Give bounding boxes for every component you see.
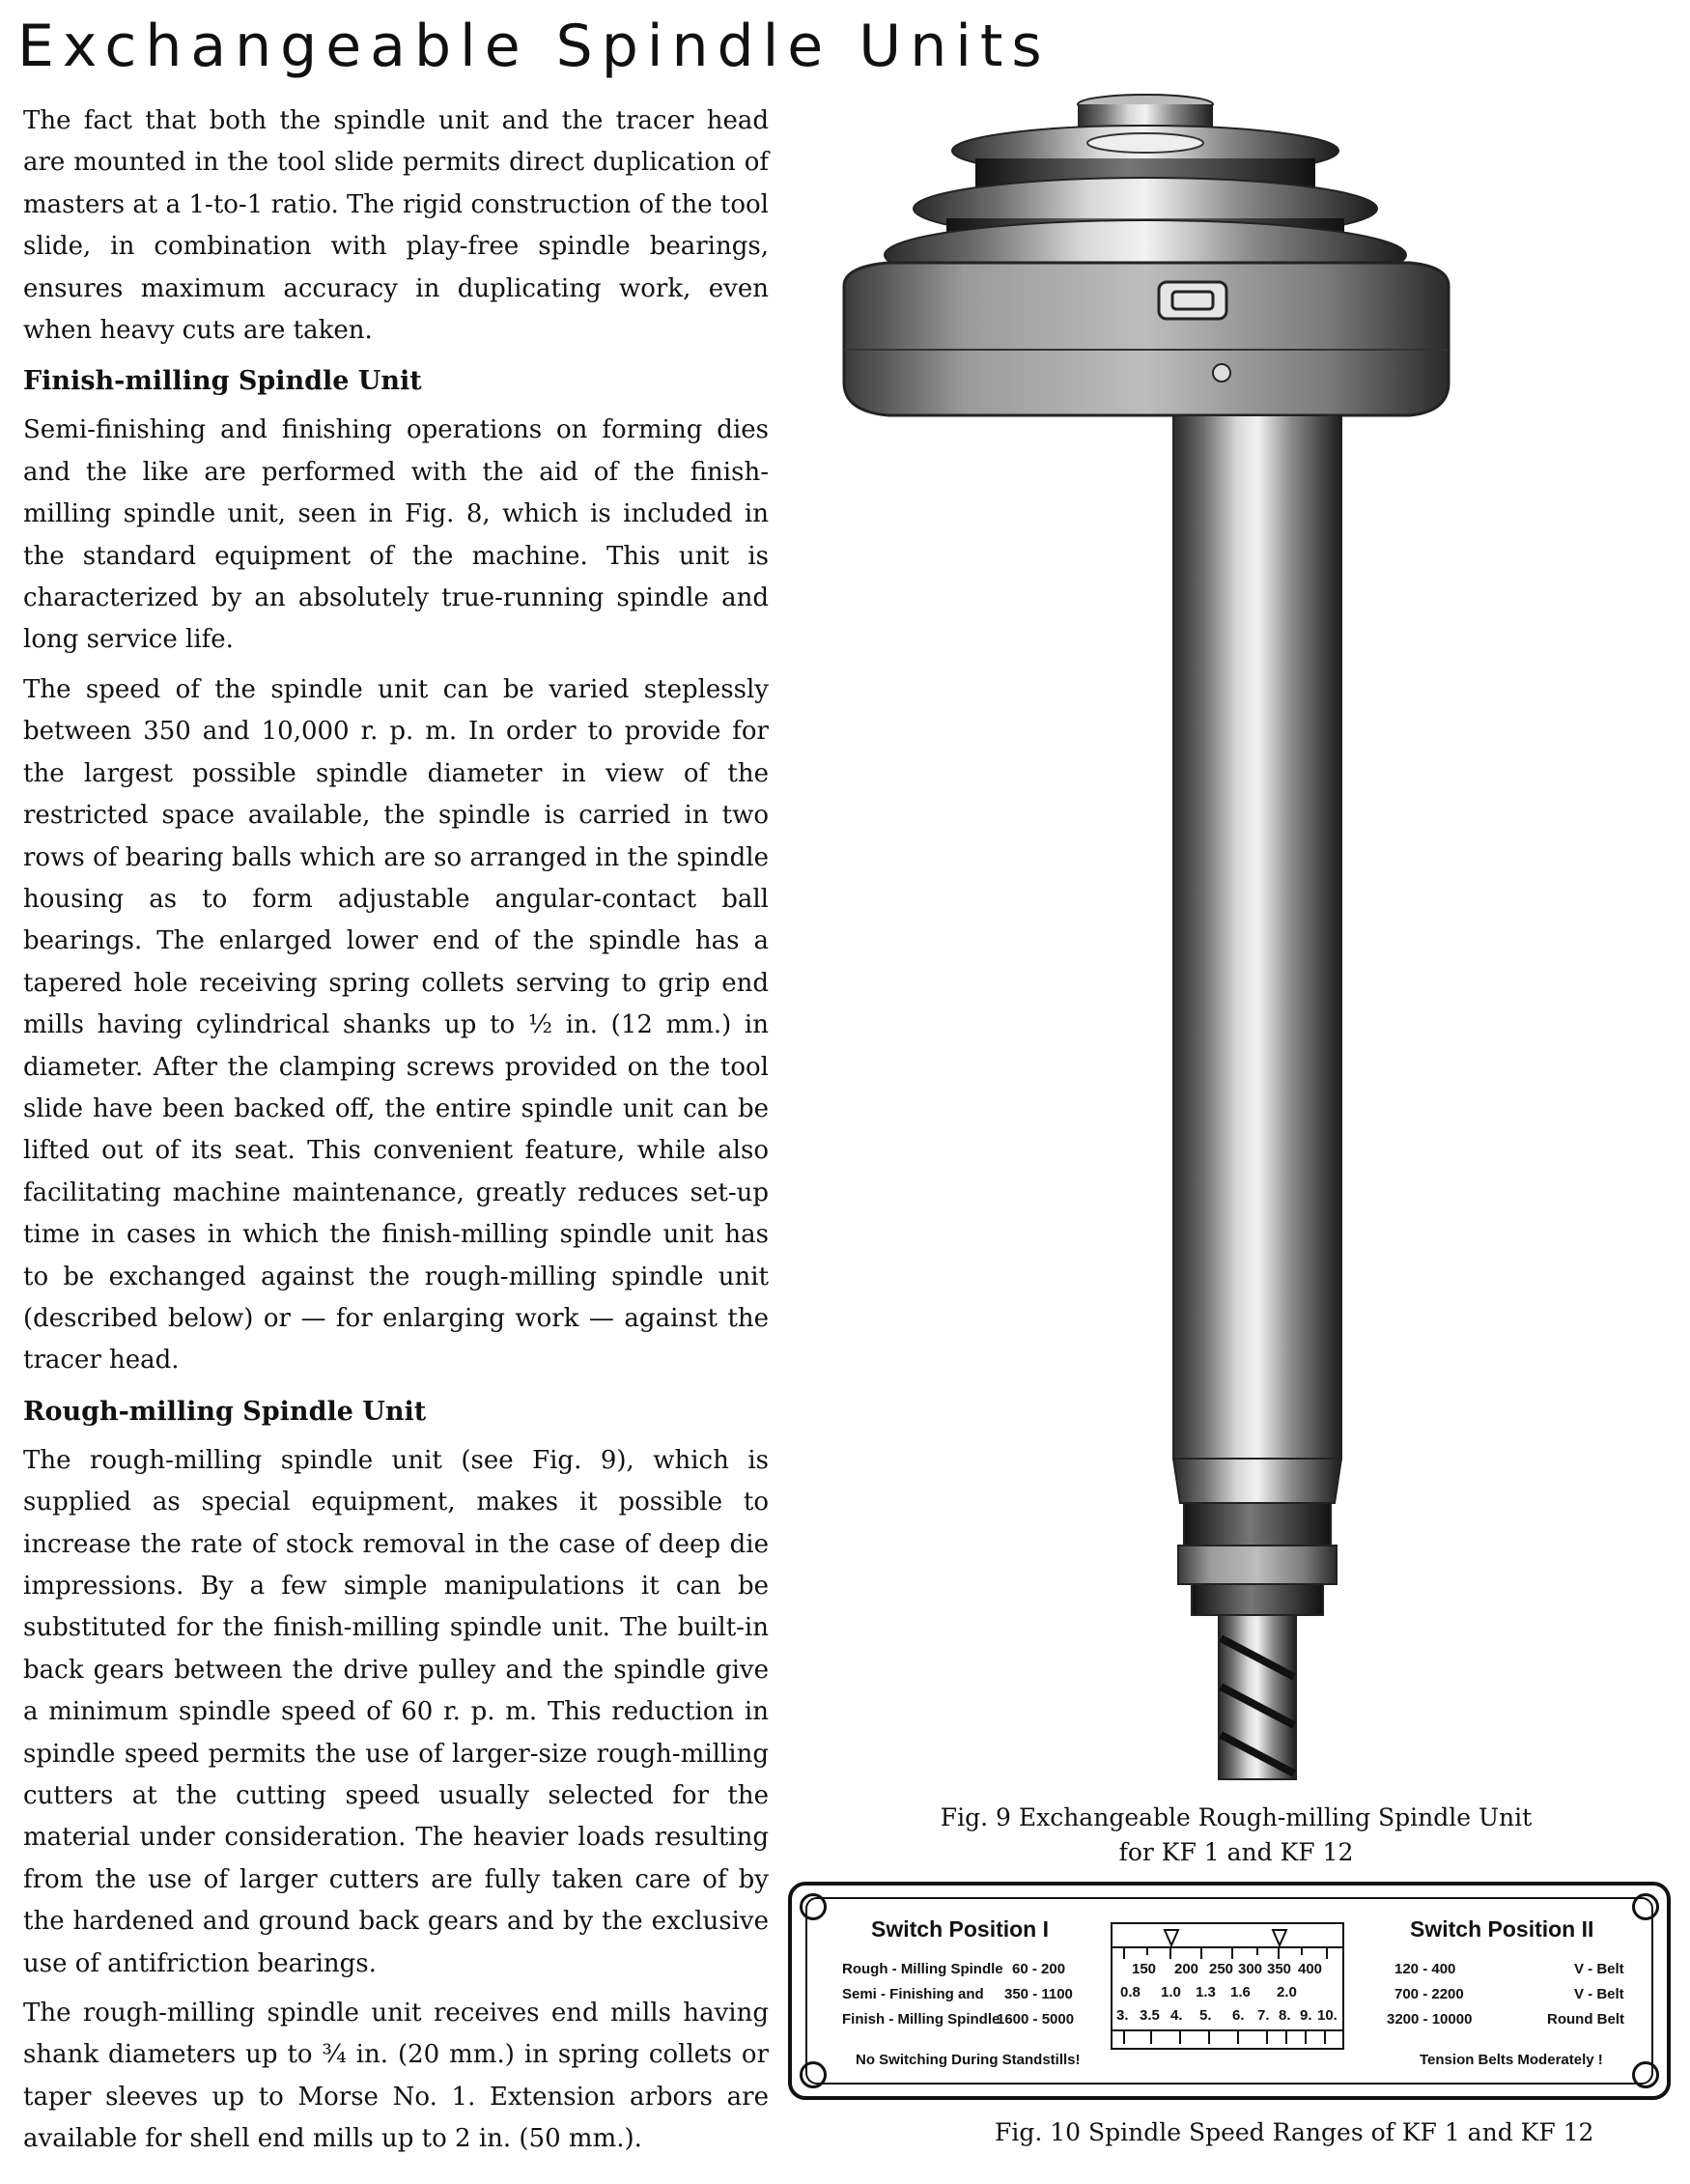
paragraph: Semi-finishing and finishing operations on forming dies and the like are performed with the aid of the finish-milling spindle unit, seen in Fig. 8, which is included in the standard equipment of the machine. This unit is characterized by an absolutely true-running spindle and long service life. — [23, 415, 769, 655]
scale-label: 4. — [1170, 2007, 1183, 2024]
figure-9-caption-line-2: for KF 1 and KF 12 — [1118, 1838, 1354, 1866]
plate-row-range: 120 - 400 — [1394, 1961, 1456, 1977]
scale-label: 200 — [1174, 1961, 1199, 1977]
section-heading-rough: Rough-milling Spindle Unit — [23, 1396, 427, 1427]
rivet-icon — [800, 1893, 827, 1920]
pointer-icon — [1165, 1930, 1178, 1945]
plate-row-range: 350 - 1100 — [1004, 1986, 1073, 2002]
intro-paragraph: The fact that both the spindle unit and the tracer head are mounted in the tool slide permits direct duplication of masters at a 1-to-1 ratio. The rigid construction of the tool slide, in combination with play-free spindle bearings, ensures maximum accuracy in duplicating work, even when heavy cuts are taken. — [23, 106, 769, 346]
plate-row-range: 60 - 200 — [1012, 1961, 1066, 1977]
plate-row-belt: V - Belt — [1574, 1986, 1624, 2002]
pointer-icon — [1273, 1930, 1286, 1945]
scale-label: 1.0 — [1161, 1984, 1181, 2000]
figure-10-caption: Fig. 10 Spindle Speed Ranges of KF 1 and KF 12 — [995, 2118, 1594, 2146]
scale-label: 1.3 — [1196, 1984, 1216, 2000]
scale-label: 6. — [1232, 2007, 1245, 2024]
plate-row-label: Rough - Milling Spindle — [842, 1961, 1003, 1977]
rivet-icon — [1632, 2061, 1659, 2088]
plate-note-left: No Switching During Standstills! — [856, 2052, 1081, 2068]
scale-label: 9. — [1300, 2007, 1312, 2024]
figure-9-caption-line-1: Fig. 9 Exchangeable Rough-milling Spindle Unit — [940, 1803, 1533, 1831]
switch-position-2-title: Switch Position II — [1410, 1916, 1594, 1942]
paragraph: The rough-milling spindle unit (see Fig. 9), which is supplied as special equipment, makes it possible to increase the rate of stock removal in the case of deep die impressions. By a few simple manipulations it can be substituted for the finish-milling spindle unit. The built-in back gears between the drive pulley and the spindle give a minimum spindle speed of 60 r. p. m. This reduction in spindle speed permits the use of larger-size rough-milling cutters at the cutting speed usually selected for the material under consideration. The heavier loads resulting from the use of larger cutters are fully taken care of by the hardened and ground back gears and by the exclusive use of antifriction bearings. — [23, 1445, 769, 1978]
rivet-icon — [800, 2061, 827, 2088]
scale-label: 5. — [1199, 2007, 1212, 2024]
scale-label: 2.0 — [1277, 1984, 1297, 2000]
plate-row-belt: V - Belt — [1574, 1961, 1624, 1977]
scale-label: 400 — [1298, 1961, 1323, 1977]
paragraph: The rough-milling spindle unit receives end mills having shank diameters up to ¾ in. (20 mm.) in spring collets or taper sleeves up to Morse No. 1. Extension arbors are available for shell end mills up to 2 in. (50 mm.). — [23, 1999, 769, 2154]
scale-label: 7. — [1257, 2007, 1270, 2024]
plate-row-label: Semi - Finishing and — [842, 1986, 984, 2002]
speed-range-plate — [788, 1882, 1671, 2100]
text-column — [23, 100, 769, 2169]
scale-label: 0.8 — [1120, 1984, 1141, 2000]
speed-scale — [1111, 1922, 1344, 2050]
switch-position-1-title: Switch Position I — [871, 1916, 1050, 1942]
plate-row-range: 700 - 2200 — [1394, 1986, 1464, 2002]
section-heading-finish: Finish-milling Spindle Unit — [23, 366, 422, 397]
scale-label: 3. — [1116, 2007, 1129, 2024]
scale-label: 300 — [1238, 1961, 1263, 1977]
scale-label: 10. — [1317, 2007, 1338, 2024]
plate-row-label: Finish - Milling Spindle — [842, 2011, 1000, 2028]
spindle-unit-photo — [831, 93, 1526, 1812]
scale-label: 1.6 — [1230, 1984, 1251, 2000]
plate-note-right: Tension Belts Moderately ! — [1420, 2052, 1603, 2068]
scale-label: 350 — [1267, 1961, 1292, 1977]
figure-9-caption — [927, 1801, 1545, 1870]
plate-row-range: 3200 - 10000 — [1387, 2011, 1473, 2028]
page-title: Exchangeable Spindle Units — [17, 13, 1051, 80]
plate-row-belt: Round Belt — [1547, 2011, 1624, 2028]
plate-row-range: 1600 - 5000 — [997, 2011, 1075, 2028]
rivet-icon — [1632, 1893, 1659, 1920]
scale-label: 3.5 — [1140, 2007, 1160, 2024]
scale-label: 8. — [1279, 2007, 1291, 2024]
paragraph: The speed of the spindle unit can be varied steplessly between 350 and 10,000 r. p. m. In order to provide for the largest possible spindle diameter in view of the restricted space available, the spindle is carried in two rows of bearing balls which are so arranged in the spindle housing as to form adjustable angular-contact ball bearings. The enlarged lower end of the spindle has a tapered hole receiving spring collets serving to grip end mills having cylindrical shanks up to ½ in. (12 mm.) in diameter. After the clamping screws provided on the tool slide have been backed off, the entire spindle unit can be lifted out of its seat. This convenient feature, while also facilitating machine maintenance, greatly reduces set-up time in cases in which the finish-milling spindle unit has to be exchanged against the rough-milling spindle unit (described below) or — for enlarging work — against the tracer head. — [23, 674, 769, 1376]
scale-graphics — [1113, 1924, 1342, 2048]
scale-label: 150 — [1132, 1961, 1157, 1977]
scale-label: 250 — [1209, 1961, 1234, 1977]
